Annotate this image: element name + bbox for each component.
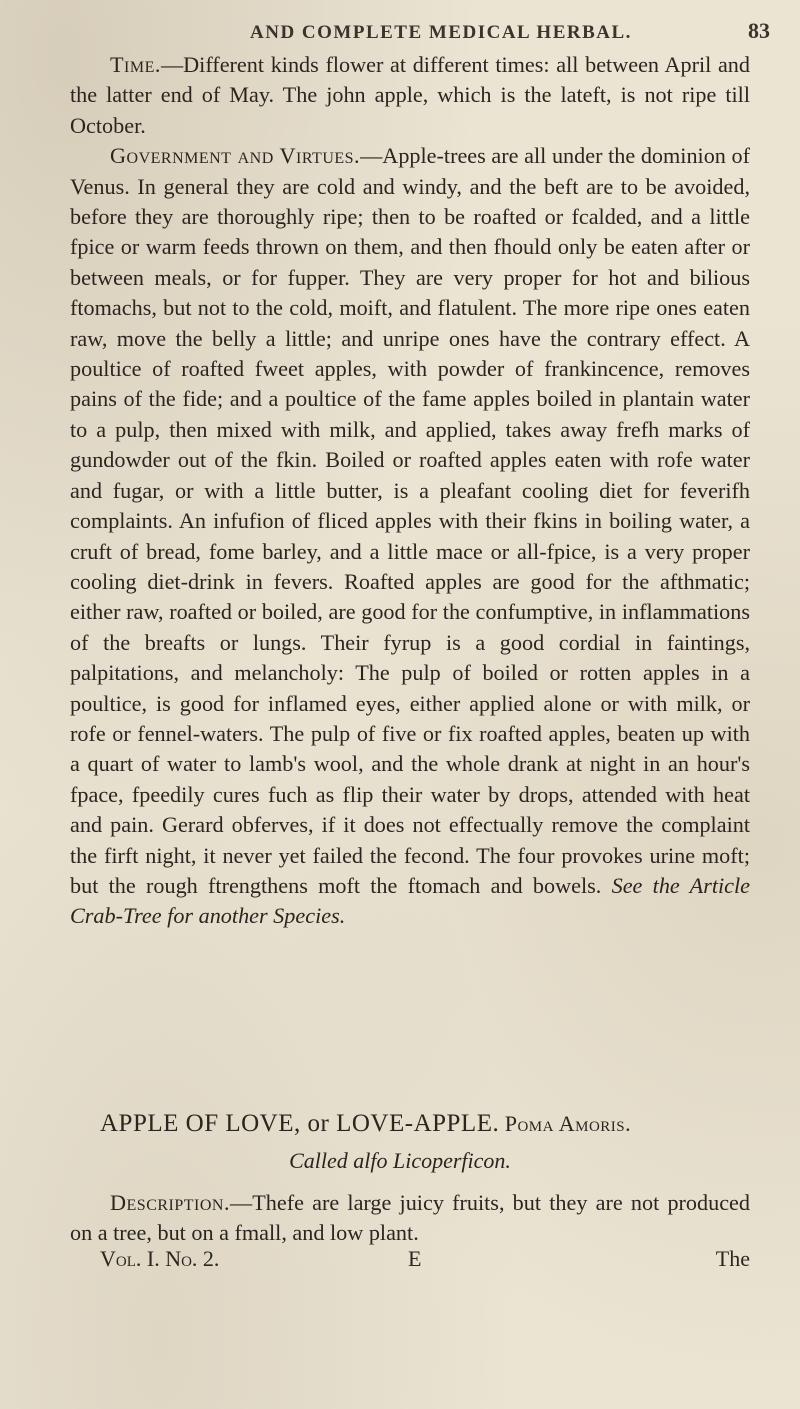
time-text: —Different kinds flower at different times: all between April and the latter end of May. The john apple, which is the lateft, is not ripe till October. (70, 52, 750, 138)
government-label: Government and Virtues. (110, 143, 361, 169)
description-body: —Thefe are large juicy fruits, but they are not produced on a tree, but on a fmall, and low plant. (70, 1190, 750, 1246)
see-also-note: See the Article Crab-Tree for another Species. (70, 872, 751, 929)
entry-subheading: Called alfo Licoperficon. (289, 1148, 511, 1173)
government-paragraph (70, 141, 750, 932)
time-label: Time. (110, 52, 161, 77)
page-number: 83 (748, 18, 770, 43)
description-paragraph (70, 1188, 750, 1249)
page-header (250, 18, 770, 44)
government-text: —Apple-trees are all under the dominion of Venus. In general they are cold and windy, and the beft are to be avoided, before they are thoroughly ripe; then to be roafted or fcalded, and a little fpice or warm feeds thrown on them, and then fhould only be eaten after or between meals, or for fupper. They are very proper for hot and bilious ftomachs, but not to the cold, moift, and flatulent. The more ripe ones eaten raw, move the belly a little; and unripe ones have the contrary effect. A poultice of roafted fweet apples, with powder of frankincence, removes pains of the fide; and a poultice of the fame apples boiled in plantain water to a pulp, then mixed with milk, and applied, takes away frefh marks of gundowder out of the fkin. Boiled or roafted apples eaten with rofe water and fugar, or with a little butter, is a pleafant cooling diet for feverifh complaints. An infufion of fliced apples with their fkins in boiling water, a cruft of bread, fome barley, and a little mace or all-fpice, is a very proper cooling diet-drink in fevers. Roafted apples are good for the afthmatic; either raw, roafted or boiled, are good for the confumptive, in inflammations of the breafts or lungs. Their fyrup is a good cordial in faintings, palpitations, and melancholy: The pulp of boiled or rotten apples in a poultice, is good for inflamed eyes, either applied alone or with milk, or rofe or fennel-waters. The pulp of five or fix roafted apples, beaten up with a quart of water to lamb's wool, and the whole drank at night in an hour's fpace, fpeedily cures fuch as flip their water by drops, attended with heat and pain. Gerard obferves, if it does not effectually remove the complaint the firft night, it never yet failed the fecond. The four provokes urine moft; but the rough ftrengthens moft the ftomach and bowels. (70, 143, 750, 898)
signature-mark: E (408, 1246, 422, 1271)
description-text (70, 1188, 750, 1249)
body-text (70, 50, 750, 932)
time-paragraph (70, 50, 750, 141)
volume-number: Vol. I. No. 2. (100, 1246, 220, 1271)
page-footer (100, 1246, 750, 1276)
catchword: The (715, 1246, 750, 1271)
entry-title: APPLE OF LOVE, or LOVE-APPLE. (100, 1110, 500, 1137)
entry-latin-name: Poma Amoris. (504, 1111, 632, 1136)
description-label: Description. (110, 1190, 231, 1215)
running-head: AND COMPLETE MEDICAL HERBAL. (250, 22, 632, 43)
entry-heading (100, 1110, 800, 1138)
